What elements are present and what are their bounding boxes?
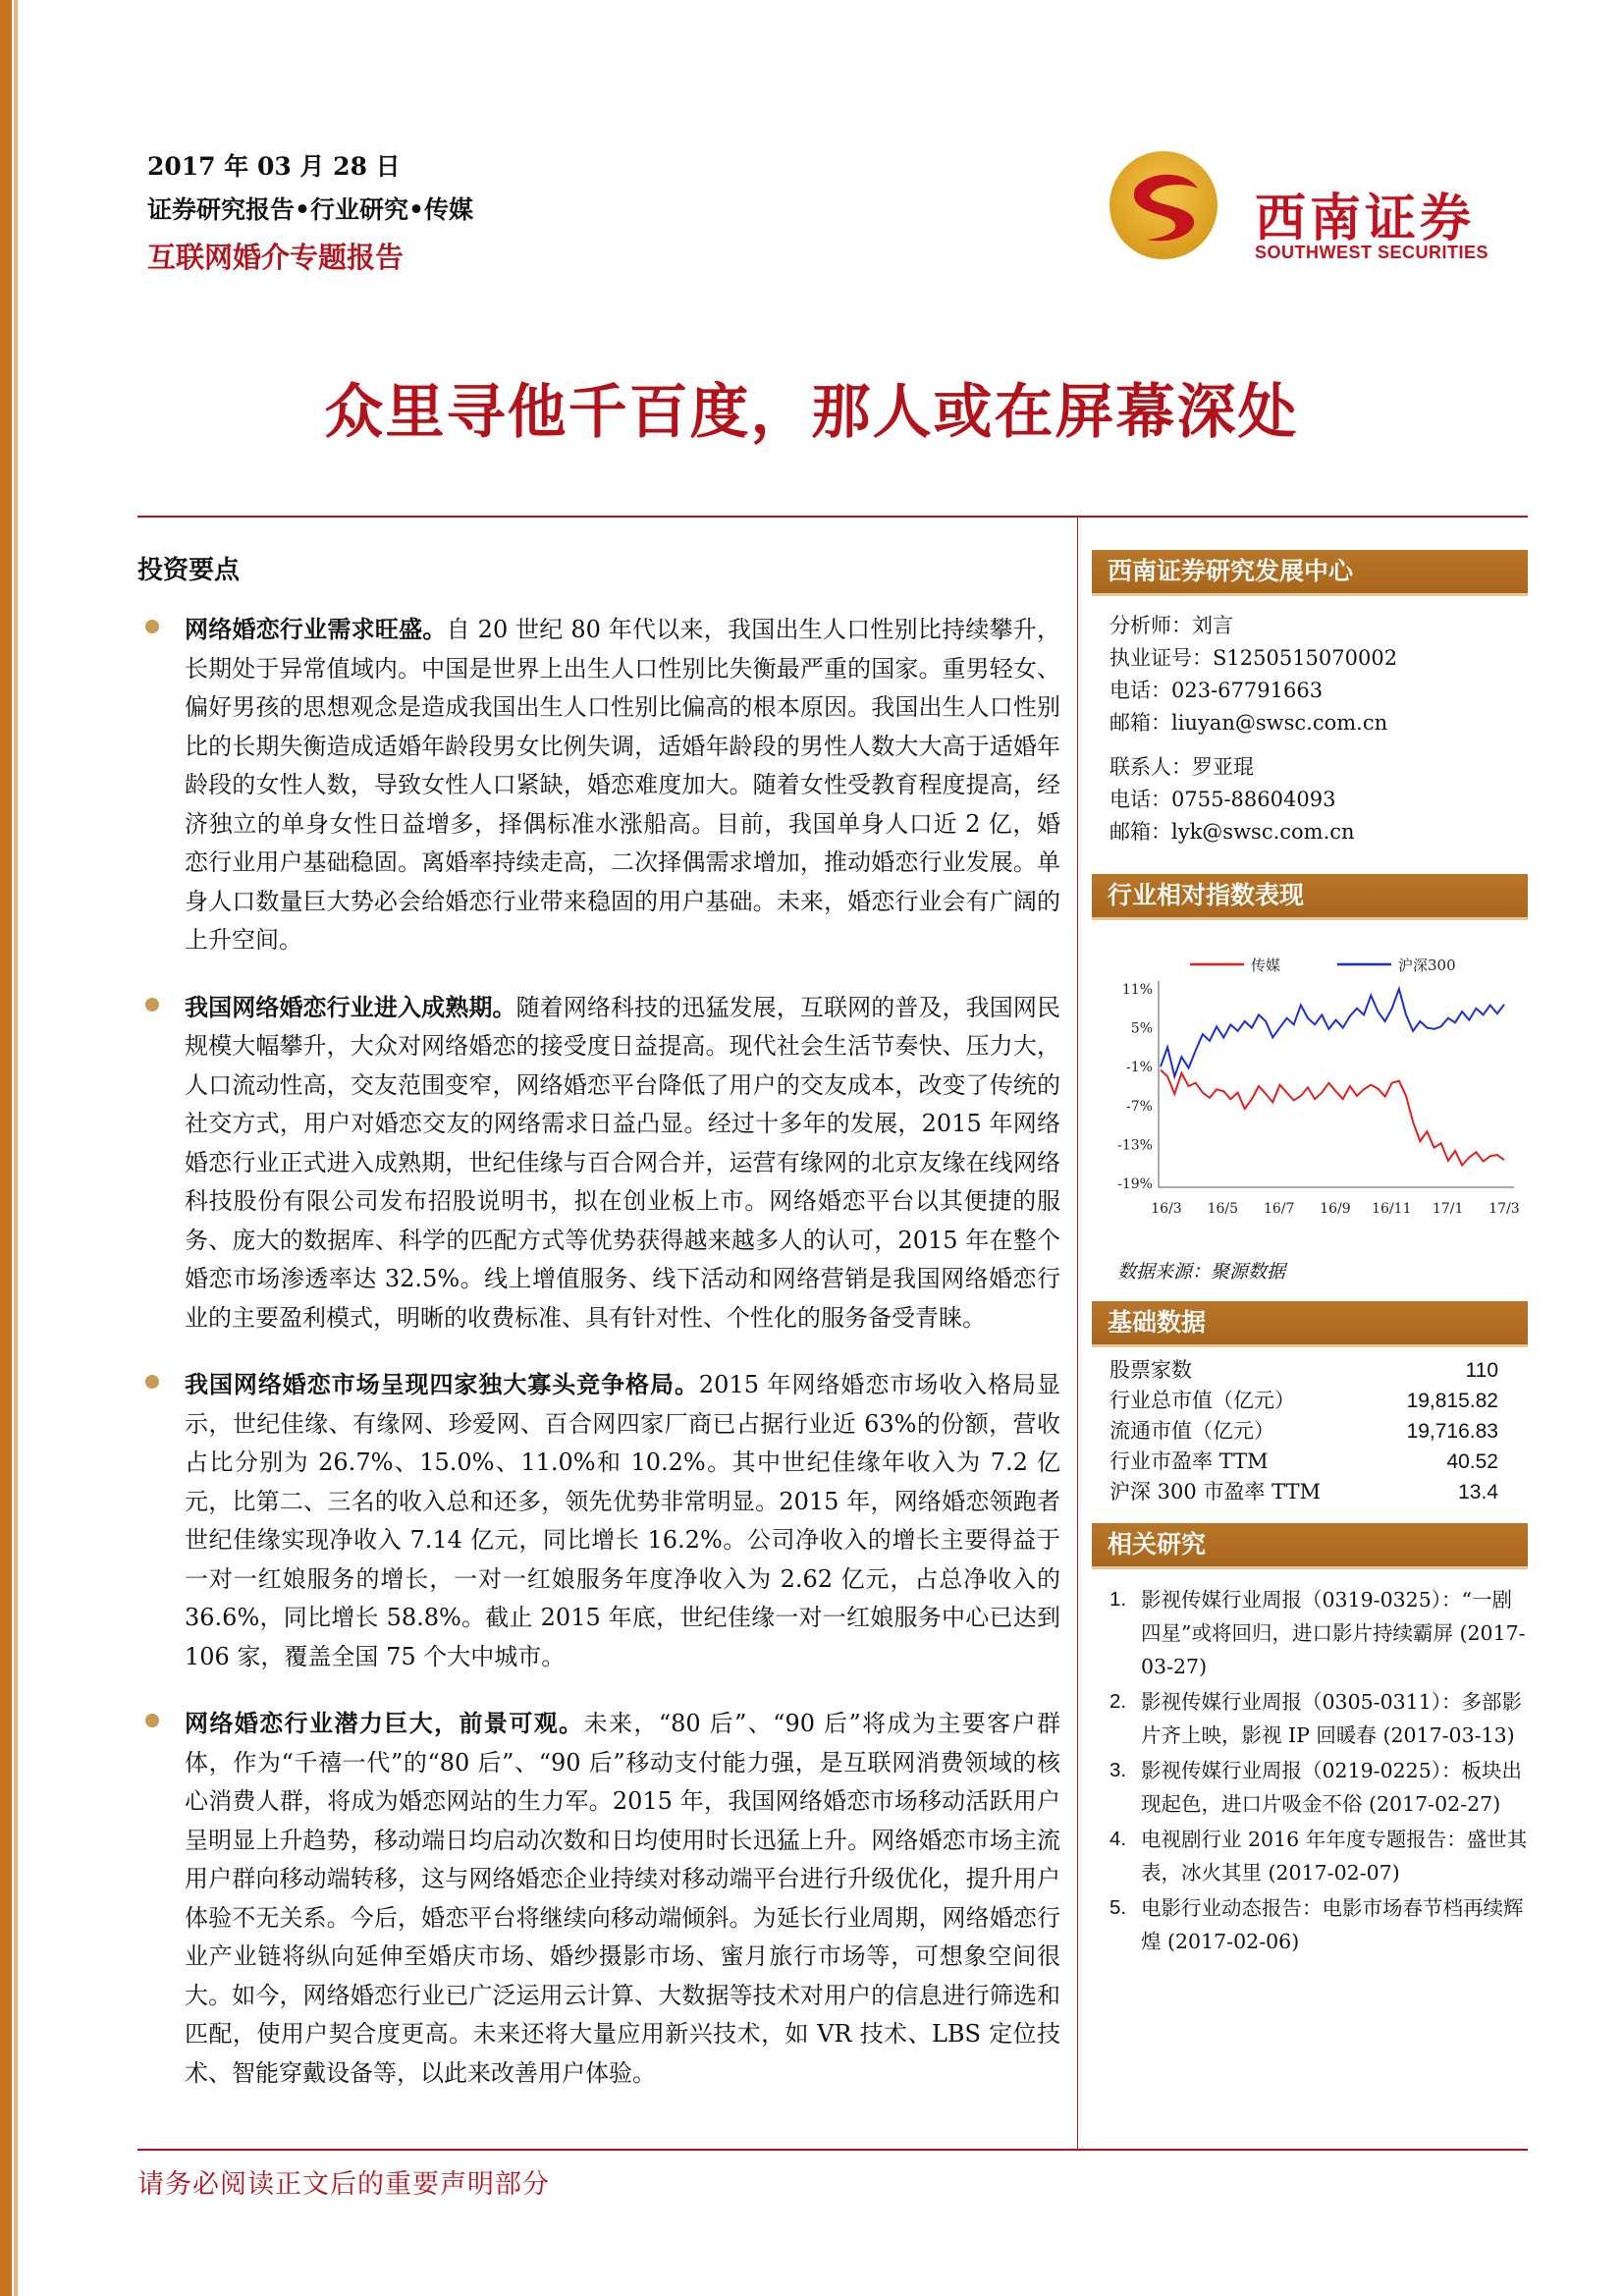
basic-data-heading: 基础数据 [1092,1301,1528,1347]
x-tick-label: 16/3 [1151,1201,1182,1217]
logo-english: SOUTHWEST SECURITIES [1255,243,1489,262]
research-center-heading: 西南证券研究发展中心 [1092,550,1528,596]
highlight-lead: 网络婚恋行业需求旺盛。 [185,615,447,643]
table-row [1092,1386,1528,1416]
report-type: 证券研究报告•行业研究•传媒 [147,195,473,224]
contact-phone: 电话：0755-88604093 [1109,788,1336,811]
contact-email[interactable]: 邮箱：lyk@swsc.com.cn [1109,820,1355,844]
highlight-item [137,1704,1060,2093]
related-item-number: 1. [1109,1588,1127,1611]
table-row [1092,1355,1528,1386]
row-label: 行业市盈率 TTM [1109,1449,1269,1473]
highlight-lead: 我国网络婚恋行业进入成熟期。 [185,992,516,1021]
related-research-heading: 相关研究 [1092,1523,1528,1569]
highlight-paragraph [185,988,1060,1339]
table-row [1092,1447,1528,1477]
highlight-lead: 我国网络婚恋市场呈现四家独大寡头竞争格局。 [185,1370,699,1398]
section-heading: 投资要点 [137,556,241,585]
highlight-item [137,1365,1060,1676]
related-item[interactable] [1109,1891,1528,1958]
analyst-info [1092,596,1528,848]
contact-name: 联系人：罗亚琨 [1109,755,1254,779]
highlight-paragraph [185,1365,1060,1676]
x-tick-label: 17/3 [1488,1201,1520,1217]
company-logo [1108,149,1520,267]
analyst-email[interactable]: 邮箱：liuyan@swsc.com.cn [1109,711,1388,735]
y-tick-label: -7% [1126,1098,1153,1115]
x-tick-label: 16/5 [1207,1201,1239,1217]
x-tick-label: 16/7 [1263,1201,1295,1217]
related-item[interactable] [1109,1754,1528,1821]
analyst-phone: 电话：023-67791663 [1109,679,1324,702]
related-item-number: 4. [1109,1828,1127,1850]
row-label: 行业总市值（亿元） [1109,1389,1295,1412]
related-item-text: 影视传媒行业周报（0305-0311）：多部影片齐上映，影视 IP 回暖春 (2017-03-13) [1141,1690,1523,1747]
sidebar [1092,550,1528,1960]
related-item-text: 电影行业动态报告：电影市场春节档再续辉煌 (2017-02-06) [1141,1896,1524,1953]
logo-name: 西南证券 [1255,189,1476,248]
related-item[interactable] [1109,1685,1528,1752]
highlight-item [137,988,1060,1339]
y-tick-label: 11% [1121,982,1153,998]
investment-highlights [137,550,1060,2120]
row-value: 19,815.82 [1406,1390,1498,1412]
related-item[interactable] [1109,1583,1528,1683]
highlight-text: 自 20 世纪 80 年代以来，我国出生人口性别比持续攀升，长期处于异常值域内。中国是世界上出生人口性别比失衡最严重的国家。重男轻女、偏好男孩的思想观念是造成我国出生人口性别比偏高的根本原因。我国出生人口性别比的长期失衡造成适婚年龄段男女比例失调，适婚年龄段的男性人数大大高于适婚年龄段的女性人数，导致女性人口紧缺，婚恋难度加大。随着女性受教育程度提高，经济独立的单身女性日益增多，择偶标准水涨船高。目前，我国单身人口近 2 亿，婚恋行业用户基础稳固。离婚率持续走高，二次择偶需求增加，推动婚恋行业发展。单身人口数量巨大势必会给婚恋行业带来稳固的用户基础。未来，婚恋行业会有广阔的上升空间。 [185,616,1061,954]
basic-data-table [1092,1355,1528,1507]
x-tick-label: 17/1 [1432,1201,1464,1217]
x-tick-label: 16/9 [1320,1201,1351,1217]
highlight-text: 未来，“80 后”、“90 后”将成为主要客户群体，作为“千禧一代”的“80 后”、“90 后”移动支付能力强，是互联网消费领域的核心消费人群，将成为婚恋网站的生力军。2015 年，我国网络婚恋市场移动活跃用户呈明显上升趋势，移动端日均启动次数和日均使用时长迅猛上升。网络婚恋市场主流用户群向移动端转移，这与网络婚恋企业持续对移动端平台进行升级优化，提升用户体验不无关系。今后，婚恋平台将继续向移动端倾斜。为延长行业周期，网络婚恋行业产业链将纵向延伸至婚庆市场、婚纱摄影市场、蜜月旅行市场等，可想象空间很大。如今，网络婚恋行业已广泛运用云计算、大数据等技术对用户的信息进行筛选和匹配，使用户契合度更高。未来还将大量应用新兴技术，如 VR 技术、LBS 定位技术、智能穿戴设备等，以此来改善用户体验。 [185,1710,1061,2087]
highlight-item [137,610,1060,960]
column-divider [1077,516,1078,2149]
y-tick-label: -13% [1117,1137,1153,1154]
bullet-dot-icon [145,998,159,1011]
legend-label: 沪深300 [1398,957,1456,974]
y-tick-label: 5% [1130,1020,1153,1037]
highlight-paragraph [185,610,1060,960]
y-tick-label: -19% [1117,1176,1153,1192]
table-row [1092,1477,1528,1507]
bullet-dot-icon [145,620,159,633]
related-research-list [1092,1583,1528,1958]
bullet-dot-icon [145,1375,159,1389]
bullet-dot-icon [145,1714,159,1727]
row-value: 19,716.83 [1406,1420,1498,1443]
analyst-license: 执业证号：S1250515070002 [1109,646,1398,670]
report-title: 众里寻他千百度，那人或在屏幕深处 [324,378,1299,447]
related-item-text: 影视传媒行业周报（0319-0325）：“一剧四星”或将回归，进口影片持续霸屏 (2017-03-27) [1141,1588,1526,1678]
row-value: 110 [1465,1359,1498,1382]
related-item[interactable] [1109,1823,1528,1889]
related-item-text: 影视传媒行业周报（0219-0225）：板块出现起色，进口片吸金不俗 (2017-02-27) [1141,1759,1523,1816]
y-tick-label: -1% [1126,1060,1153,1076]
highlight-paragraph [185,1704,1060,2093]
related-item-number: 5. [1109,1896,1127,1919]
report-date: 2017 年 03 月 28 日 [147,152,401,181]
chart-source: 数据来源：聚源数据 [1117,1261,1286,1283]
title-divider [137,516,1528,518]
related-item-text: 电视剧行业 2016 年年度专题报告：盛世其表，冰火其里 (2017-02-07) [1141,1828,1528,1885]
related-item-number: 3. [1109,1759,1127,1781]
row-value: 13.4 [1458,1481,1498,1503]
left-accent-bar-light [14,0,18,2296]
related-item-number: 2. [1109,1690,1127,1713]
row-label: 股票家数 [1109,1358,1192,1382]
highlight-text: 2015 年网络婚恋市场收入格局显示，世纪佳缘、有缘网、珍爱网、百合网四家厂商已占据行业近 63%的份额，营收占比分别为 26.7%、15.0%、11.0%和 10.2%。其中世纪佳缘年收入为 7.2 亿元，比第二、三名的收入总和还多，领先优势非常明显。2015 年，网络婚恋领跑者世纪佳缘实现净收入 7.14 亿元，同比增长 16.2%。公司净收入的增长主要得益于一对一红娘服务的增长，一对一红娘服务年度净收入为 2.62 亿元，占总净收入的 36.6%，同比增长 58.8%。截止 2015 年底，世纪佳缘一对一红娘服务中心已达到 106 家，覆盖全国 75 个大中城市。 [185,1371,1060,1670]
index-chart-svg [1092,920,1528,1269]
logo-emblem-icon [1108,149,1220,262]
index-chart [1092,920,1528,1269]
highlight-text: 随着网络科技的迅猛发展，互联网的普及，我国网民规模大幅攀升，大众对网络婚恋的接受度日益提高。现代社会生活节奏快、压力大，人口流动性高，交友范围变窄，网络婚恋平台降低了用户的交友成本，改变了传统的社交方式，用户对婚恋交友的网络需求日益凸显。经过十多年的发展，2015 年网络婚恋行业正式进入成熟期，世纪佳缘与百合网合并，运营有缘网的北京友缘在线网络科技股份有限公司发布招股说明书，拟在创业板上市。网络婚恋平台以其便捷的服务、庞大的数据库、科学的匹配方式等优势获得越来越多人的认可，2015 年在整个婚恋市场渗透率达 32.5%。线上增值服务、线下活动和网络营销是我国网络婚恋行业的主要盈利模式，明晰的收费标准、具有针对性、个性化的服务备受青睐。 [185,993,1061,1332]
footer-divider [137,2149,1528,2151]
footer-disclaimer: 请务必阅读正文后的重要声明部分 [137,2169,550,2200]
row-value: 40.52 [1446,1450,1498,1473]
highlight-lead: 网络婚恋行业潜力巨大，前景可观。 [185,1709,584,1737]
legend-label: 传媒 [1251,957,1281,974]
report-topic: 互联网婚介专题报告 [147,241,405,274]
row-label: 流通市值（亿元） [1109,1419,1274,1443]
analyst-name: 分析师：刘言 [1109,614,1233,637]
index-heading: 行业相对指数表现 [1092,874,1528,920]
series-line [1161,1070,1504,1166]
x-tick-label: 16/11 [1372,1201,1412,1217]
left-accent-bar [0,0,12,2296]
table-row [1092,1416,1528,1447]
series-line [1161,989,1504,1076]
row-label: 沪深 300 市盈率 TTM [1109,1480,1322,1503]
